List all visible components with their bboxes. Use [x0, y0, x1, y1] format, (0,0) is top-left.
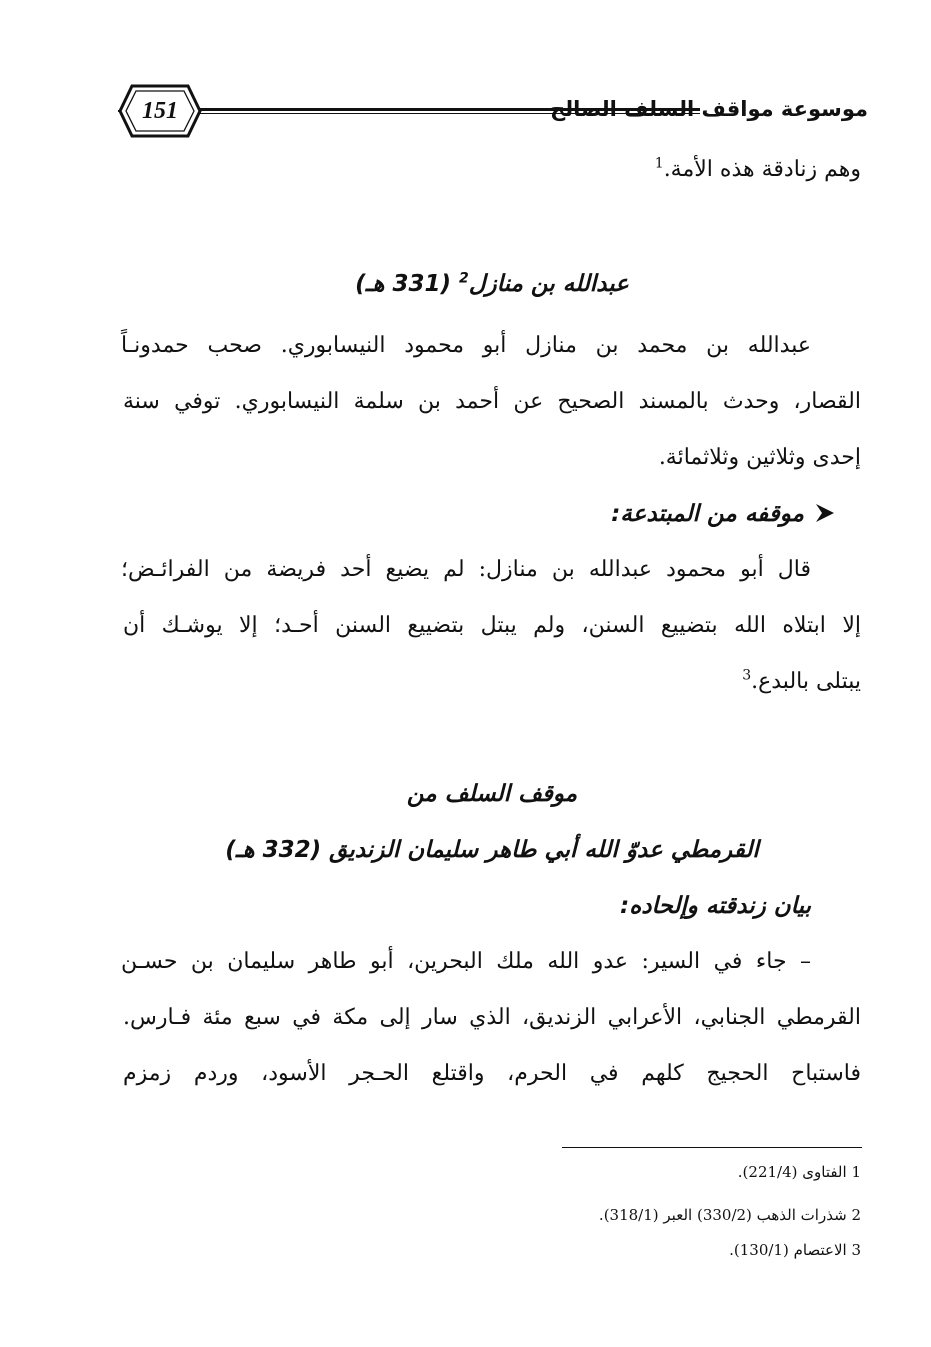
- intro-line: [123, 152, 861, 188]
- paragraph-text: يبتلى بالبدع.: [751, 669, 861, 694]
- section-heading: موقف السلف من: [406, 781, 578, 807]
- footnote: [261, 1238, 861, 1262]
- section-heading: القرمطي عدوّ الله أبي طاهر سليمان الزنديق (332 هـ): [225, 837, 759, 863]
- paragraph-line: القرمطي الجنابي، الأعرابي الزنديق، الذي سار إلى مكة في سبع مئة فـارس.: [123, 1005, 861, 1030]
- paragraph-line: القصار، وحدث بالمسند الصحيح عن أحمد بن سلمة النيسابوري. توفي سنة: [123, 389, 861, 414]
- footnote-text: شذرات الذهب (330/2) العبر (318/1).: [598, 1206, 847, 1224]
- footnote: [261, 1160, 861, 1184]
- footnote-number: 1: [851, 1163, 861, 1181]
- footnote-ref: 2: [459, 270, 469, 287]
- paragraph-line: عبدالله بن محمد بن منازل أبو محمود النيسابوري. صحب حمدونـاً: [121, 333, 811, 358]
- footnote: [261, 1203, 861, 1227]
- footnote-number: 3: [851, 1241, 861, 1259]
- page-number-badge: [118, 84, 202, 138]
- paragraph-line: – جاء في السير: عدو الله ملك البحرين، أبو طاهر سليمان بن حسـن: [121, 949, 811, 974]
- section-heading: [123, 266, 861, 302]
- paragraph-line: فاستباح الحجيج كلهم في الحرم، واقتلع الحـجر الأسود، وردم زمزم: [123, 1061, 861, 1086]
- series-title: موسوعة مواقف السلف الصالح: [550, 97, 868, 121]
- footnote-rule: [562, 1147, 862, 1148]
- heading-date: (331 هـ): [355, 271, 452, 297]
- paragraph-line: إلا ابتلاه الله بتضييع السنن، ولم يبتل بتضييع السنن أحـد؛ إلا يوشـك أن: [123, 613, 861, 638]
- paragraph-line: إحدى وثلاثين وثلاثمائة.: [658, 445, 861, 470]
- arrow-bullet-icon: [814, 502, 836, 524]
- footnote-ref: 3: [742, 667, 752, 684]
- intro-text: وهم زنادقة هذه الأمة.: [663, 157, 861, 182]
- footnote-ref: 1: [654, 155, 664, 172]
- subheading: [98, 496, 836, 532]
- subheading-text: موقفه من المبتدعة:: [611, 501, 804, 527]
- paragraph-line: قال أبو محمود عبدالله بن منازل: لم يضيع أحد فريضة من الفرائـض؛: [121, 557, 811, 582]
- paragraph-line: [123, 664, 861, 700]
- footnote-number: 2: [851, 1206, 861, 1224]
- subheading: بيان زندقته وإلحاده:: [620, 893, 811, 919]
- page-number: 151: [142, 98, 178, 124]
- footnote-text: الاعتصام (130/1).: [729, 1241, 847, 1259]
- footnote-text: الفتاوى (221/4).: [737, 1163, 847, 1181]
- page-header: [118, 70, 868, 150]
- heading-name: عبدالله بن منازل: [468, 271, 629, 297]
